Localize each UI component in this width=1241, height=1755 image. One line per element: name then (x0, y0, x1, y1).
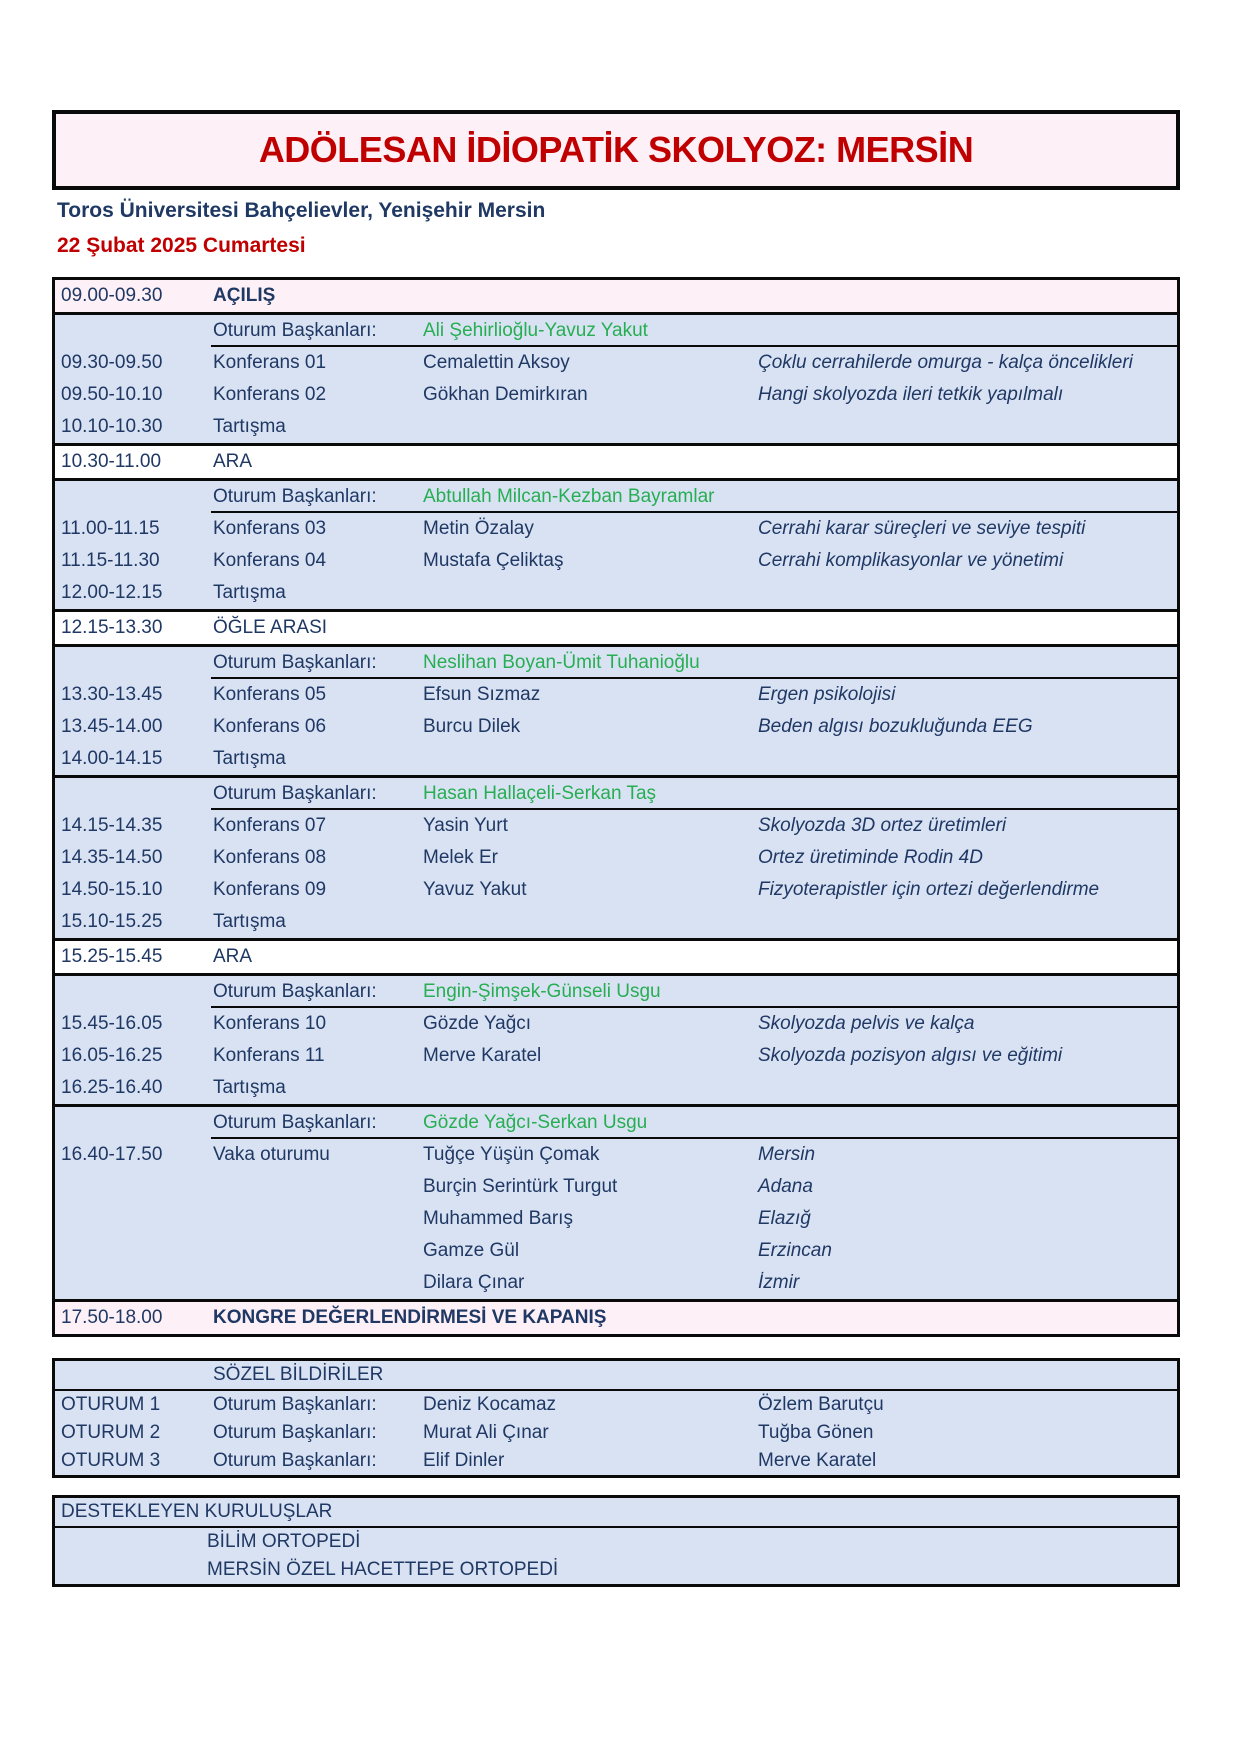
session-cell: Oturum Başkanları: (211, 481, 423, 513)
session-cell: ARA (213, 946, 253, 967)
table-row (55, 478, 1177, 513)
topic-cell (758, 1072, 1177, 1104)
chair-name-cell: Tuğba Gönen (758, 1422, 874, 1443)
table-row (55, 810, 1177, 842)
time-cell: 14.35-14.50 (61, 847, 163, 868)
session-cell: Oturum Başkanları: (211, 315, 423, 347)
topic-cell: Skolyozda pelvis ve kalça (758, 1013, 975, 1034)
chair-name-cell: Deniz Kocamaz (423, 1394, 557, 1415)
session-cell: Konferans 03 (213, 518, 327, 539)
sponsors-table (52, 1495, 1180, 1587)
time-cell: 10.10-10.30 (61, 416, 163, 437)
session-cell: Oturum Başkanları: (211, 778, 423, 810)
session-cell (211, 1235, 423, 1267)
speaker-cell: Muhammed Barış (423, 1208, 573, 1229)
session-cell: Tartışma (213, 748, 286, 769)
session-cell: Konferans 07 (213, 815, 327, 836)
table-row (55, 312, 1177, 347)
time-cell: 13.45-14.00 (61, 716, 163, 737)
speaker-cell: Metin Özalay (423, 518, 534, 539)
chair-name-cell: Merve Karatel (758, 1450, 877, 1471)
session-cell: Konferans 10 (213, 1013, 327, 1034)
sponsor-row (55, 1528, 1177, 1556)
topic-cell (758, 1107, 1177, 1139)
table-row (55, 379, 1177, 411)
sponsors-header-label: DESTEKLEYEN KURULUŞLAR (61, 1501, 333, 1522)
session-cell: Konferans 01 (213, 352, 327, 373)
time-cell: 11.15-11.30 (61, 550, 160, 571)
time-cell: 09.50-10.10 (61, 384, 163, 405)
session-cell: Tartışma (213, 1077, 286, 1098)
time-cell: 09.00-09.30 (61, 285, 163, 306)
topic-cell (758, 941, 1177, 973)
speaker-cell: Gamze Gül (423, 1240, 520, 1261)
sponsor-row (55, 1556, 1177, 1584)
oral-header-row (55, 1361, 1177, 1391)
speaker-cell: Merve Karatel (423, 1045, 542, 1066)
session-slot-cell: OTURUM 3 (61, 1450, 161, 1471)
topic-cell: Elazığ (758, 1208, 811, 1229)
table-row (55, 644, 1177, 679)
speaker-cell (423, 941, 758, 973)
table-row (55, 973, 1177, 1008)
session-cell: Oturum Başkanları: (211, 647, 423, 679)
session-cell: Konferans 04 (213, 550, 327, 571)
speaker-cell: Hasan Hallaçeli-Serkan Taş (423, 778, 758, 810)
topic-cell: Ergen psikolojisi (758, 684, 896, 705)
speaker-cell: Neslihan Boyan-Ümit Tuhanioğlu (423, 647, 758, 679)
speaker-cell (423, 906, 758, 938)
table-row (55, 609, 1177, 644)
speaker-cell: Abtullah Milcan-Kezban Bayramlar (423, 481, 758, 513)
topic-cell: Cerrahi karar süreçleri ve seviye tespiti (758, 518, 1086, 539)
topic-cell (758, 577, 1177, 609)
session-cell: Konferans 02 (213, 384, 327, 405)
session-cell: ARA (213, 451, 253, 472)
table-row (55, 1235, 1177, 1267)
table-row (55, 1267, 1177, 1299)
schedule-table (52, 277, 1180, 1337)
chair-label-cell: Oturum Başkanları: (213, 1450, 377, 1471)
sponsor-name: MERSİN ÖZEL HACETTEPE ORTOPEDİ (207, 1559, 559, 1580)
table-row (55, 280, 1177, 312)
table-row (55, 1139, 1177, 1171)
time-cell: 15.45-16.05 (61, 1013, 163, 1034)
topic-cell: Skolyozda pozisyon algısı ve eğitimi (758, 1045, 1063, 1066)
time-cell: 14.50-15.10 (61, 879, 163, 900)
speaker-cell: Melek Er (423, 847, 498, 868)
topic-cell: Çoklu cerrahilerde omurga - kalça öncelikleri (758, 352, 1133, 373)
table-row (55, 775, 1177, 810)
session-cell: Vaka oturumu (213, 1144, 330, 1165)
speaker-cell: Burcu Dilek (423, 716, 521, 737)
speaker-cell: Gözde Yağcı (423, 1013, 532, 1034)
title-banner (52, 110, 1180, 190)
session-cell: AÇILIŞ (213, 285, 276, 306)
topic-cell (758, 778, 1177, 810)
session-cell: Tartışma (213, 911, 286, 932)
topic-cell: Fizyoterapistler için ortezi değerlendirme (758, 879, 1100, 900)
speaker-cell (423, 612, 758, 644)
time-cell: 12.15-13.30 (61, 617, 163, 638)
time-cell (55, 976, 211, 1008)
table-row (55, 513, 1177, 545)
session-cell: Konferans 06 (213, 716, 327, 737)
sponsors-header-row (55, 1498, 1177, 1528)
topic-cell (758, 647, 1177, 679)
oral-session-row (55, 1447, 1177, 1475)
topic-cell (758, 481, 1177, 513)
session-cell: Oturum Başkanları: (211, 976, 423, 1008)
topic-cell (758, 315, 1177, 347)
session-cell (211, 1267, 423, 1299)
topic-cell: Erzincan (758, 1240, 832, 1261)
topic-cell: Mersin (758, 1144, 816, 1165)
topic-cell (758, 446, 1177, 478)
speaker-cell (423, 411, 758, 443)
venue-text: Toros Üniversitesi Bahçelievler, Yenişehir Mersin (57, 199, 546, 222)
session-slot-cell: OTURUM 1 (61, 1394, 161, 1415)
time-cell: 16.40-17.50 (61, 1144, 163, 1165)
table-row (55, 1072, 1177, 1104)
speaker-cell (423, 446, 758, 478)
speaker-cell: Engin-Şimşek-Günseli Usgu (423, 976, 758, 1008)
time-cell: 09.30-09.50 (61, 352, 163, 373)
topic-cell: Ortez üretiminde Rodin 4D (758, 847, 983, 868)
table-row (55, 938, 1177, 973)
chair-label-cell: Oturum Başkanları: (213, 1394, 377, 1415)
session-cell: Konferans 11 (213, 1045, 325, 1066)
table-row (55, 711, 1177, 743)
time-cell (55, 1203, 211, 1235)
topic-cell (758, 612, 1177, 644)
time-cell (55, 481, 211, 513)
speaker-cell: Efsun Sızmaz (423, 684, 541, 705)
page-title: ADÖLESAN İDİOPATİK SKOLYOZ: MERSİN (258, 129, 974, 170)
session-cell: Konferans 08 (213, 847, 327, 868)
topic-cell: İzmir (758, 1272, 800, 1293)
empty-cell (55, 1361, 211, 1389)
speaker-cell (423, 577, 758, 609)
empty-cell (758, 1361, 1177, 1389)
session-cell: Tartışma (213, 582, 286, 603)
session-cell: Konferans 09 (213, 879, 327, 900)
empty-cell (423, 1361, 758, 1389)
topic-cell: Cerrahi komplikasyonlar ve yönetimi (758, 550, 1064, 571)
chair-label-cell: Oturum Başkanları: (213, 1422, 377, 1443)
table-row (55, 743, 1177, 775)
speaker-cell: Tuğçe Yüşün Çomak (423, 1144, 600, 1165)
table-row (55, 1203, 1177, 1235)
time-cell: 17.50-18.00 (61, 1307, 163, 1328)
table-row (55, 1171, 1177, 1203)
speaker-cell: Cemalettin Aksoy (423, 352, 570, 373)
speaker-cell: Dilara Çınar (423, 1272, 525, 1293)
topic-cell: Skolyozda 3D ortez üretimleri (758, 815, 1007, 836)
time-cell: 13.30-13.45 (61, 684, 163, 705)
time-cell: 14.00-14.15 (61, 748, 163, 769)
time-cell: 12.00-12.15 (61, 582, 163, 603)
time-cell: 10.30-11.00 (61, 451, 162, 472)
time-cell: 15.10-15.25 (61, 911, 163, 932)
time-cell (55, 315, 211, 347)
speaker-cell: Gözde Yağcı-Serkan Usgu (423, 1107, 758, 1139)
session-cell: Oturum Başkanları: (211, 1107, 423, 1139)
time-cell: 11.00-11.15 (61, 518, 160, 539)
topic-cell (758, 1302, 1177, 1334)
speaker-cell: Yavuz Yakut (423, 879, 527, 900)
table-row (55, 1104, 1177, 1139)
topic-cell: Adana (758, 1176, 813, 1197)
speaker-cell: Yasin Yurt (423, 815, 508, 836)
table-row (55, 1299, 1177, 1334)
speaker-cell: Burçin Serintürk Turgut (423, 1176, 618, 1197)
speaker-cell (423, 743, 758, 775)
session-cell (211, 1203, 423, 1235)
oral-session-row (55, 1419, 1177, 1447)
table-row (55, 1040, 1177, 1072)
speaker-cell (423, 1072, 758, 1104)
time-cell (55, 778, 211, 810)
session-cell: Konferans 05 (213, 684, 327, 705)
session-cell: Tartışma (213, 416, 286, 437)
topic-cell (758, 743, 1177, 775)
table-row (55, 545, 1177, 577)
time-cell (55, 1171, 211, 1203)
table-row (55, 906, 1177, 938)
chair-name-cell: Elif Dinler (423, 1450, 505, 1471)
time-cell: 16.25-16.40 (61, 1077, 163, 1098)
table-row (55, 874, 1177, 906)
topic-cell (758, 906, 1177, 938)
session-slot-cell: OTURUM 2 (61, 1422, 161, 1443)
table-row (55, 842, 1177, 874)
speaker-cell (423, 280, 758, 312)
speaker-cell (423, 1302, 758, 1334)
date-text: 22 Şubat 2025 Cumartesi (57, 234, 306, 257)
speaker-cell: Gökhan Demirkıran (423, 384, 588, 405)
topic-cell (758, 976, 1177, 1008)
table-row (55, 347, 1177, 379)
oral-session-row (55, 1391, 1177, 1419)
session-cell: ÖĞLE ARASI (213, 617, 328, 638)
topic-cell: Hangi skolyozda ileri tetkik yapılmalı (758, 384, 1064, 405)
topic-cell (758, 411, 1177, 443)
time-cell (55, 1107, 211, 1139)
time-cell: 15.25-15.45 (61, 946, 163, 967)
session-cell (211, 1171, 423, 1203)
table-row (55, 679, 1177, 711)
oral-header-label: SÖZEL BİLDİRİLER (213, 1364, 384, 1385)
topic-cell (758, 280, 1177, 312)
time-cell: 16.05-16.25 (61, 1045, 163, 1066)
empty-cell (55, 1528, 207, 1556)
speaker-cell: Mustafa Çeliktaş (423, 550, 564, 571)
oral-presentations-table (52, 1358, 1180, 1478)
time-cell: 14.15-14.35 (61, 815, 163, 836)
speaker-cell: Ali Şehirlioğlu-Yavuz Yakut (423, 315, 758, 347)
table-row (55, 1008, 1177, 1040)
session-cell: KONGRE DEĞERLENDİRMESİ VE KAPANIŞ (213, 1307, 607, 1328)
table-row (55, 443, 1177, 478)
empty-cell (55, 1556, 207, 1584)
time-cell (55, 1267, 211, 1299)
chair-name-cell: Özlem Barutçu (758, 1394, 884, 1415)
time-cell (55, 1235, 211, 1267)
table-row (55, 411, 1177, 443)
chair-name-cell: Murat Ali Çınar (423, 1422, 549, 1443)
table-row (55, 577, 1177, 609)
topic-cell: Beden algısı bozukluğunda EEG (758, 716, 1033, 737)
sponsor-name: BİLİM ORTOPEDİ (207, 1531, 361, 1552)
time-cell (55, 647, 211, 679)
